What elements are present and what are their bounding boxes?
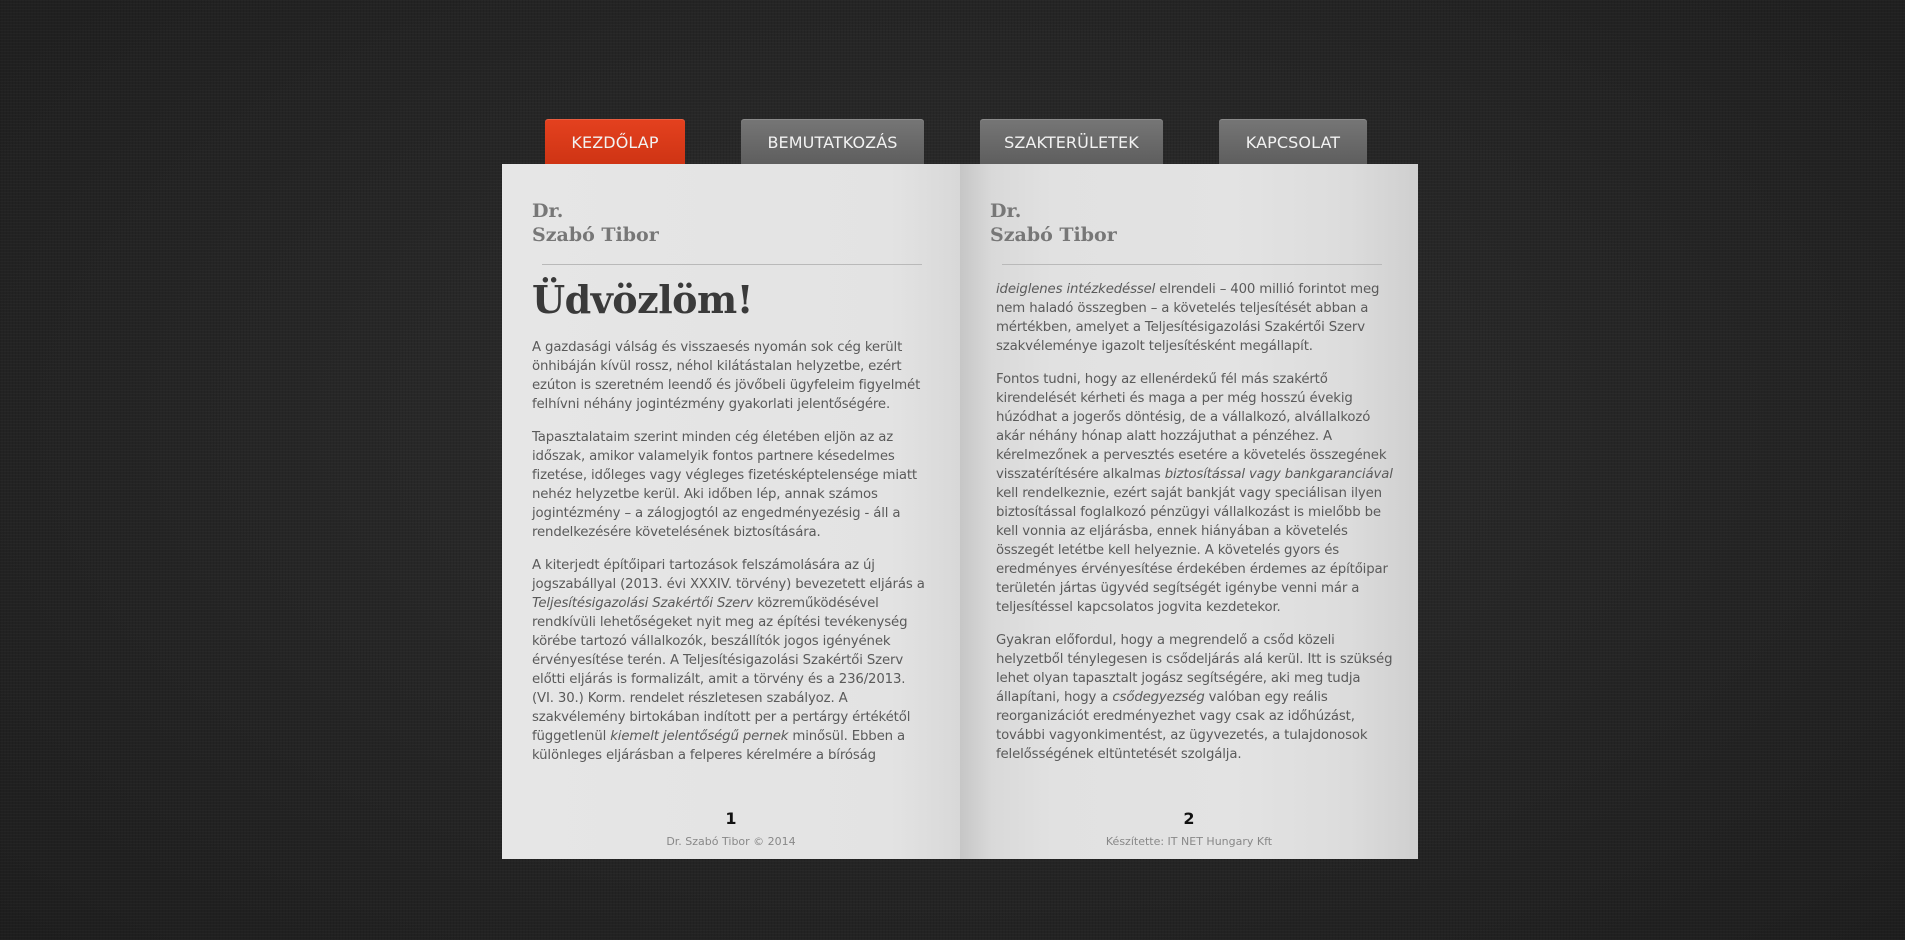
book xyxy=(502,164,1418,859)
header-divider xyxy=(542,264,922,265)
paragraph: A gazdasági válság és visszaesés nyomán sok cég került önhibáján kívül rossz, néhol kilátástalan helyzetbe, ezért ezúton is szeretném leendő és jövőbeli ügyfeleim figyelmét felhívni néhány jogintézmény gyakorlati jelentőségére. xyxy=(532,340,921,412)
paragraph xyxy=(532,556,927,765)
page-title: Üdvözlöm! xyxy=(532,277,753,322)
tab-szakteruletek[interactable]: SZAKTERÜLETEK xyxy=(980,119,1163,164)
text-span: Fontos tudni, hogy az ellenérdekű fél más szakértő kirendelését kérheti és maga a per még hosszú évekig húzódhat a jogerős döntésig, de a vállalkozó, alvállalkozó akár néhány hónap alatt hozzájuthat a pénzéhez. A kérelmezőnek a pervesztés esetére a követelés összegének visszatérítésére alkalmas xyxy=(996,372,1387,482)
text-span: közreműködésével rendkívüli lehetőségeket nyit meg az építési tevékenység körébe tartozó vállalkozók, beszállítók jogos igényének érvényesítése terén. A Teljesítésigazolási Szakértői Szerv előtti eljárás is formalizált, amit a törvény és a 236/2013. (VI. 30.) Korm. rendelet részletesen szabályoz. A szakvélemény birtokában indított per a pertárgy értékétől függetlenül xyxy=(532,596,911,744)
emphasis-text: ideiglenes intézkedéssel xyxy=(996,282,1156,297)
text-span: kell rendelkeznie, ezért saját bankját vagy speciálisan ilyen biztosítással foglalkozó pénzügyi vállalkozást is mielőbb be kell vonnia az eljárásba, ennek hiányában a követelés összegét letétbe kell helyeznie. A követelés gyors és eredményes érvényesítése érdekében érdemes az építőipar területén jártas ügyvéd segítségét igénybe venni már a teljesítéssel kapcsolatos jogvita kezdetekor. xyxy=(996,486,1388,615)
author-title: Dr. xyxy=(532,200,564,222)
tab-kezdolap[interactable]: KEZDŐLAP xyxy=(545,119,685,164)
author-name xyxy=(532,199,659,247)
left-page xyxy=(502,164,960,859)
text-span: valóban egy reális reorganizációt eredményezhet vagy csak az időhúzást, további vagyonkimentést, az ügyvezetés, a tulajdonosok felelősségének eltüntetését szolgálja. xyxy=(996,690,1368,762)
text-span: elrendeli – 400 millió forintot meg nem haladó összegben – a követelés teljesítését abban a mértékben, amelyet a Teljesítésigazolási Szakértői Szerv szakvéleménye igazolt teljesítésként megállapít. xyxy=(996,282,1380,354)
page-number: 2 xyxy=(1183,809,1195,828)
author-name xyxy=(990,199,1117,247)
main-navigation xyxy=(0,119,1905,164)
author-fullname: Szabó Tibor xyxy=(532,224,659,246)
text-span: Gyakran előfordul, hogy a megrendelő a csőd közeli helyzetből ténylegesen is csődeljárás alá kerül. Itt is szükség lehet olyan tapasztalt jogász segítségére, aki meg tudja állapítani, hogy a xyxy=(996,633,1393,705)
text-span: A kiterjedt építőipari tartozások felszámolására az új jogszabállyal (2013. évi XXXIV. törvény) bevezetett eljárás a xyxy=(532,558,925,592)
paragraph xyxy=(996,631,1398,764)
tab-bemutatkozas[interactable]: BEMUTATKOZÁS xyxy=(741,119,924,164)
page-number: 1 xyxy=(725,809,737,828)
right-page xyxy=(960,164,1418,859)
paragraph: Tapasztalataim szerint minden cég életében eljön az az időszak, amikor valamelyik fontos partnere késedelmes fizetése, időleges vagy végleges fizetésképtelensége miatt nehéz helyzetbe kerül. Aki időben lép, annak számos jogintézmény – a zálogjogtól az engedményezésig - áll a rendelkezésére követelésének biztosítására. xyxy=(532,430,917,540)
emphasis-text: biztosítással vagy bankgaranciával xyxy=(1164,467,1393,482)
copyright-footer: Dr. Szabó Tibor © 2014 xyxy=(666,835,796,848)
emphasis-text: Teljesítésigazolási Szakértői Szerv xyxy=(532,596,754,611)
emphasis-text: kiemelt jelentőségű pernek xyxy=(610,729,789,744)
text-span: minősül. Ebben a különleges eljárásban a felperes kérelmére a bíróság xyxy=(532,729,905,763)
right-page-content xyxy=(996,280,1398,778)
author-title: Dr. xyxy=(990,200,1022,222)
credits-footer: Készítette: IT NET Hungary Kft xyxy=(1105,835,1273,848)
author-fullname: Szabó Tibor xyxy=(990,224,1117,246)
paragraph xyxy=(996,370,1398,617)
tab-kapcsolat[interactable]: KAPCSOLAT xyxy=(1219,119,1367,164)
paragraph xyxy=(996,280,1398,356)
emphasis-text: csődegyezség xyxy=(1112,690,1205,705)
left-page-content xyxy=(532,338,927,779)
header-divider xyxy=(1002,264,1382,265)
